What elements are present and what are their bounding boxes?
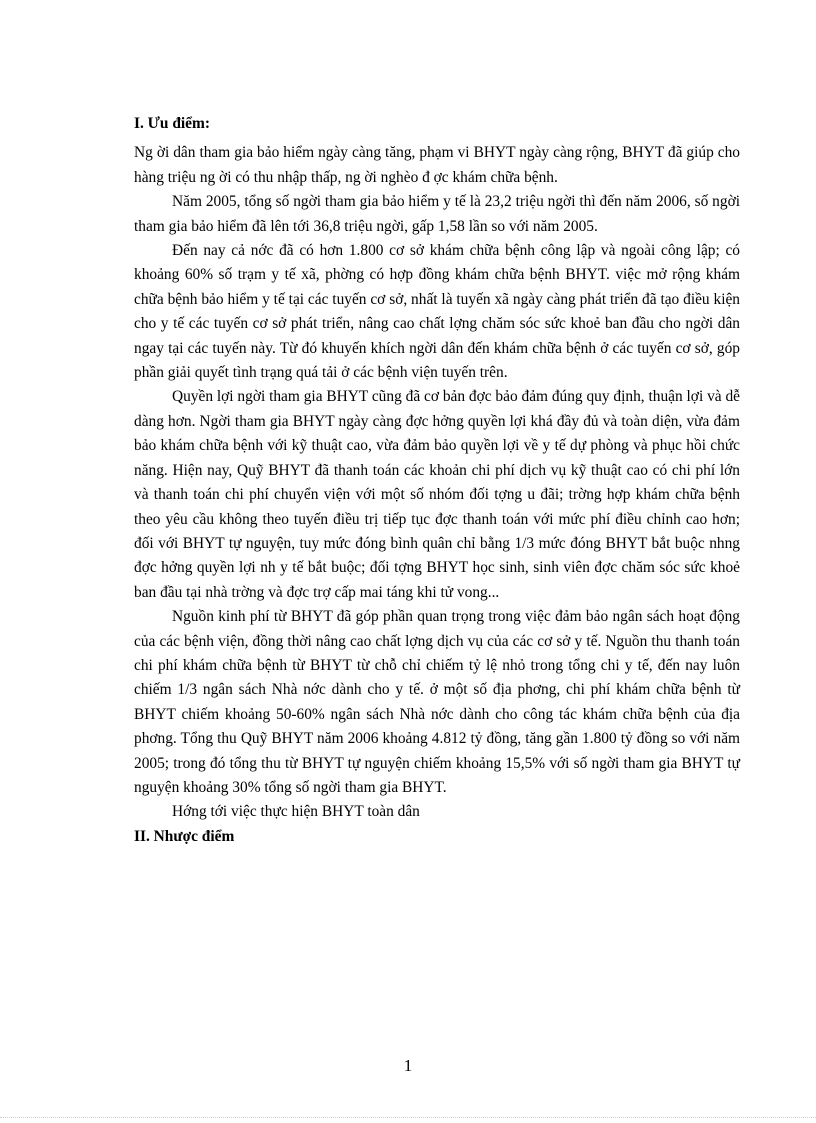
section-heading-disadvantages: II. Nhược điểm xyxy=(134,827,235,845)
paragraph-facilities: Đến nay cả nớc đã có hơn 1.800 cơ sở khám chữa bệnh công lập và ngoài công lập; có khoảng 60% số trạm y tế xã, phờng có hợp đồng khám chữa bệnh BHYT. việc mở rộng khám chữa bệnh bảo hiểm y tế tại các tuyến cơ sở, nhất là tuyến xã ngày càng phát triển đã tạo điều kiện cho y tế các tuyến cơ sở phát triển, nâng cao chất lợng chăm sóc sức khoẻ ban đầu cho ngời dân ngay tại các tuyến này. Từ đó khuyến khích ngời dân đến khám chữa bệnh ở các tuyến cơ sở, góp phần giải quyết tình trạng quá tải ở các bệnh viện tuyến trên. xyxy=(134,242,740,382)
paragraph-funding: Nguồn kinh phí từ BHYT đã góp phần quan trọng trong việc đảm bảo ngân sách hoạt động của các bệnh viện, đồng thời nâng cao chất lợng dịch vụ của các cơ sở y tế. Nguồn thu thanh toán chi phí khám chữa bệnh từ BHYT từ chỗ chỉ chiếm tỷ lệ nhỏ trong tổng chi y tế, đến nay luôn chiếm 1/3 ngân sách Nhà nớc dành cho y tế. ở một số địa phơng, chi phí khám chữa bệnh từ BHYT chiếm khoảng 50-60% ngân sách Nhà nớc dành cho công tác khám chữa bệnh của địa phơng. Tổng thu Quỹ BHYT năm 2006 khoảng 4.812 tỷ đồng, tăng gần 1.800 tỷ đồng so với năm 2005; trong đó tổng thu từ BHYT tự nguyện chiếm khoảng 15,5% với số ngời tham gia BHYT tự nguyện khoảng 30% tổng số ngời tham gia BHYT. xyxy=(134,608,740,796)
paragraph-intro: Ng ời dân tham gia bảo hiểm ngày càng tăng, phạm vi BHYT ngày càng rộng, BHYT đã giúp cho hàng triệu ng ời có thu nhập thấp, ng ời nghèo đ ợc khám chữa bệnh. xyxy=(134,144,740,186)
paragraph-universal-coverage: Hớng tới việc thực hiện BHYT toàn dân xyxy=(172,803,420,821)
document-body xyxy=(134,112,740,849)
paragraph-benefits: Quyền lợi ngời tham gia BHYT cũng đã cơ bản đợc bảo đảm đúng quy định, thuận lợi và dễ dàng hơn. Ngời tham gia BHYT ngày càng đợc hởng quyền lợi khá đầy đủ và toàn diện, vừa đảm bảo khám chữa bệnh với kỹ thuật cao, vừa đảm bảo quyền lợi về y tế dự phòng và phục hồi chức năng. Hiện nay, Quỹ BHYT đã thanh toán các khoản chi phí dịch vụ kỹ thuật cao có chi phí lớn và thanh toán chi phí chuyển viện với một số nhóm đối tợng u đãi; trờng hợp khám chữa bệnh theo yêu cầu không theo tuyến điều trị tiếp tục đợc thanh toán với mức phí điều chỉnh cao hơn; đối với BHYT tự nguyện, tuy mức đóng bình quân chỉ bằng 1/3 mức đóng BHYT bắt buộc nhng đợc hởng quyền lợi nh y tế bắt buộc; đối tợng BHYT học sinh, sinh viên đợc chăm sóc sức khoẻ ban đầu tại nhà trờng và đợc trợ cấp mai táng khi tử vong... xyxy=(134,388,740,601)
section-heading-advantages: I. Ưu điểm: xyxy=(134,115,210,132)
page-number: 1 xyxy=(403,1056,413,1075)
paragraph-participants-2005-2006: Năm 2005, tổng số ngời tham gia bảo hiểm y tế là 23,2 triệu ngời thì đến năm 2006, số ngời tham gia bảo hiểm đã lên tới 36,8 triệu ngời, gấp 1,58 lần so với năm 2005. xyxy=(134,193,740,235)
page-bottom-edge xyxy=(0,1117,816,1118)
